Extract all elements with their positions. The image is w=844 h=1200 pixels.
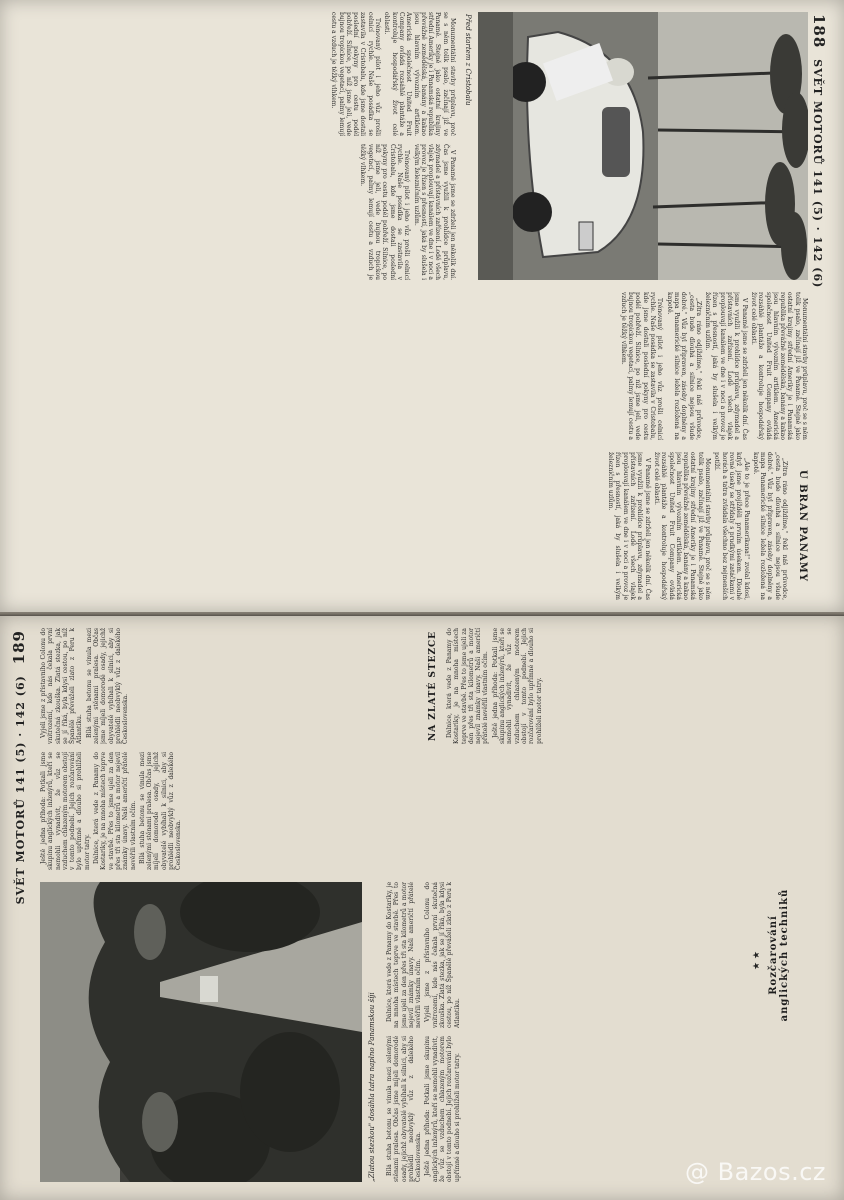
paragraph: Vyjeli jsme z přístavního Colonu do vnitrozemí, kde nás čekala první skutečná zkouška. Zlatá stezka, jak se jí říká, byla kdysi cestou, po níž Španělé převáželi zlato z Peru k Atlantiku.: [40, 628, 84, 744]
paragraph: Dálnice, která vede z Panamy do Kostariky, je na mnoha místech teprve ve stavbě. Přes to jsme ujeli za den přes tři sta kilometrů a motor nejevil známky únavy. Naši američtí přátelé nevěřili vlastním očím.: [446, 628, 490, 744]
page-189-content: [0, 616, 844, 1200]
bazos-watermark-logo: @ Bazos.cz: [684, 1158, 826, 1186]
paragraph: Vyjeli jsme z přístavního Colonu do vnitrozemí, kde nás čekala první skutečná zkouška. Zlatá stezka, jak se jí říká, byla kdysi cestou, po níž Španělé převáželi zlato z Peru k Atlantiku.: [424, 882, 461, 1028]
text-column-9: [446, 628, 826, 744]
text-column-7: [40, 752, 830, 870]
photo-car-before-start: [478, 12, 808, 280]
paragraph: V Panamě jsme se zdrželi jen několik dní. Čas jsme využili k prohlídce průplavu, zdymadel a přístavních zařízení. Lodě všech vlajek proplouvají kanálem ve dne i v noci a provoz je řízen s přesností, jaká by slušela i velkým železničním uzlům.: [704, 292, 748, 440]
running-header-189: SVĚT MOTORŮ 141 (5) · 142 (6): [14, 675, 27, 905]
paragraph: Bílá stuha betonu se vinula mezi zelenými stěnami pralesa. Občas jsme míjeli domorodé osady, jejichž obyvatelé vybíhali k silnici, aby si prohlédli neobvyklý vůz z dalekého Československa.: [138, 752, 183, 870]
paragraph: V Panamě jsme se zdrželi jen několik dní. Čas jsme využili k prohlídce průplavu, zdymadel a přístavních zařízení. Lodě všech vlajek proplouvají kanálem ve dne i v noci a provoz je řízen s přesností, jaká by slušela i velkým železničním uzlům.: [607, 452, 651, 600]
paragraph: Bílá stuha betonu se vinula mezi zelenými stěnami pralesa. Občas jsme míjeli domorodé osady, jejichž obyvatelé vybíhali k silnici, aby si prohlédli neobvyklý vůz z dalekého Československa.: [386, 1036, 423, 1182]
paragraph: Dálnice, která vede z Panamy do Kostariky, je na mnoha místech teprve ve stavbě. Přes to jsme ujeli za den přes tři sta kilometrů a motor nejevil známky únavy. Naši američtí přátelé nevěřili vlastním očím.: [386, 882, 423, 1028]
photo-image: [478, 12, 808, 280]
paragraph: Bílá stuha betonu se vinula mezi zelenými stěnami pralesa. Občas jsme míjeli domorodé osady, jejichž obyvatelé vybíhali k silnici, aby si prohlédli neobvyklý vůz z dalekého Československa.: [85, 628, 130, 744]
magazine-page-189: [0, 616, 844, 1200]
paragraph: Trénovaný pilot i jeho vůz prošli celnicí rychle. Naše posádka se zastavila v Cristobalu, kde jsme dostali poslední pokyny pro cestu podél pobřeží. Silnice, po níž jsme jeli, vede bujnou tropickou vegetací, palmy lemují cestu a vzduch je těžký vlhkem.: [619, 292, 664, 440]
section-heading-na-zlate-stezce: NA ZLATÉ STEZCE: [428, 630, 438, 742]
paragraph: „Ale to je přece Panamerikana!" zvolal kdosi, když jsme projížděli prvním úsekem. Dlouhé rovné úseky se střídaly s prudkými zatáčkami v horách a tatra zvládala všechno bez nejmenších potíží.: [713, 452, 750, 600]
paragraph: Monumentální stavby průplavu, proč se s něm tolik psalo, začínají již ve Panamě. Stejně jako ostatní krajiny střední Ameriky je i Panamská republika převážně zemědělská, banány a kakao jsou hlavním vývozním artiklem. Americká společnost United Fruit Company ovládá rozsáhlé plantáže a kontroluje hospodářský život celé oblasti.: [652, 452, 712, 600]
paragraph: Trénovaný pilot i jeho vůz prošli celnicí rychle. Naše posádka se zastavila v Cristobalu, kde jsme dostali poslední pokyny pro cestu podél pobřeží. Silnice, po níž jsme jeli, vede bujnou tropickou vegetací, palmy lemují cestu a vzduch je těžký vlhkem.: [359, 144, 411, 280]
photo-road-through-jungle: [40, 882, 362, 1182]
text-column-6: [386, 882, 746, 1028]
paragraph: Monumentální stavby průplavu, proč se s něm tolik psalo, začínají již ve Panamě. Stejně jako ostatní krajiny střední Ameriky je i Panamská republika převážně zemědělská, banány a kakao jsou hlavním vývozním artiklem. Americká společnost United Fruit Company ovládá rozsáhlé plantáže a kontroluje hospodářský život celé oblasti.: [749, 292, 808, 440]
section-heading-u-bran-panamy: U BRAN PANAMY: [797, 469, 808, 582]
section-divider-stars: ★ ★: [752, 951, 762, 970]
page-header-189: [10, 630, 28, 904]
paragraph: Ještě jedna příhoda: Potkali jsme skupinu anglických inženýrů, kteří se nemohli vynadivit, že vůz se vzduchem chlazeným motorem obstojí v tomto podnebí. Jejich rozčarování bylo upřímné a dlouho si prohlíželi motor tatry.: [491, 628, 543, 744]
paragraph: Monumentální stavby průplavu, proč se s něm tolik psalo, začínají již ve Panamě. Stejně jako ostatní krajiny střední Ameriky je i Panamská republika převážně zemědělská, banány a kakao jsou hlavním vývozním artiklem. Americká společnost United Fruit Company ovládá rozsáhlé plantáže a kontroluje hospodářský život celé oblasti.: [383, 12, 456, 136]
page-number-188: 188: [810, 14, 828, 49]
photo-caption-188: Před startem z Cristobalu: [464, 14, 472, 106]
text-column-1: [16, 12, 456, 136]
text-column-3: [18, 292, 808, 440]
box-heading-rozcarovani: Rozčarování anglických techniků: [768, 888, 790, 1022]
paragraph: „Zítra ráno odjíždíme," řekl náš průvodce, „cesta bude dlouhá a silnice nejsou všude dobré." Vůz byl připraven, zásoby doplněny a mapa Panamerické silnice ležela rozložená na kapotě.: [665, 292, 702, 440]
paragraph: Dálnice, která vede z Panamy do Kostariky, je na mnoha místech teprve ve stavbě. Přes to jsme ujeli za den přes tři sta kilometrů a motor nejevil známky únavy. Naši američtí přátelé nevěřili vlastním očím.: [93, 752, 137, 870]
paragraph: Trénovaný pilot i jeho vůz prošli celnicí rychle. Naše posádka se zastavila v Cristobalu, kde jsme dostali poslední pokyny pro cestu podél pobřeží. Silnice, po níž jsme jeli, vede bujnou tropickou vegetací, palmy lemují cestu a vzduch je těžký vlhkem.: [330, 12, 382, 136]
text-column-4: [18, 452, 788, 600]
page-header-188: [810, 14, 828, 288]
page-number-189: 189: [10, 630, 28, 665]
photo-image: [40, 882, 362, 1182]
paragraph: Ještě jedna příhoda: Potkali jsme skupinu anglických inženýrů, kteří se nemohli vynadivit, že vůz se vzduchem chlazeným motorem obstojí v tomto podnebí. Jejich rozčarování bylo upřímné a dlouho si prohlíželi motor tatry.: [424, 1036, 461, 1182]
paragraph: Ještě jedna příhoda: Potkali jsme skupinu anglických inženýrů, kteří se nemohli vynadivit, že vůz se vzduchem chlazeným motorem obstojí v tomto podnebí. Jejich rozčarování bylo upřímné a dlouho si prohlíželi motor tatry.: [40, 752, 91, 870]
paragraph: „Zítra ráno odjíždíme," řekl náš průvodce, „cesta bude dlouhá a silnice nejsou všude dobré." Vůz byl připraven, zásoby doplněny a mapa Panamerické silnice ležela rozložená na kapotě.: [751, 452, 788, 600]
running-header-188: SVĚT MOTORŮ 141 (5) · 142 (6): [811, 59, 824, 289]
photo-caption-189: „Zlatou stezkou" dosáhla tatra naplno Panamskou šíji: [368, 992, 376, 1182]
text-column-2: [16, 144, 456, 280]
text-column-8: [40, 628, 420, 744]
paragraph: V Panamě jsme se zdrželi jen několik dní. Čas jsme využili k prohlídce průplavu, zdymadel a přístavních zařízení. Lodě všech vlajek proplouvají kanálem ve dne i v noci a provoz je řízen s přesností, jaká by slušela i velkým železničním uzlům.: [412, 144, 456, 280]
